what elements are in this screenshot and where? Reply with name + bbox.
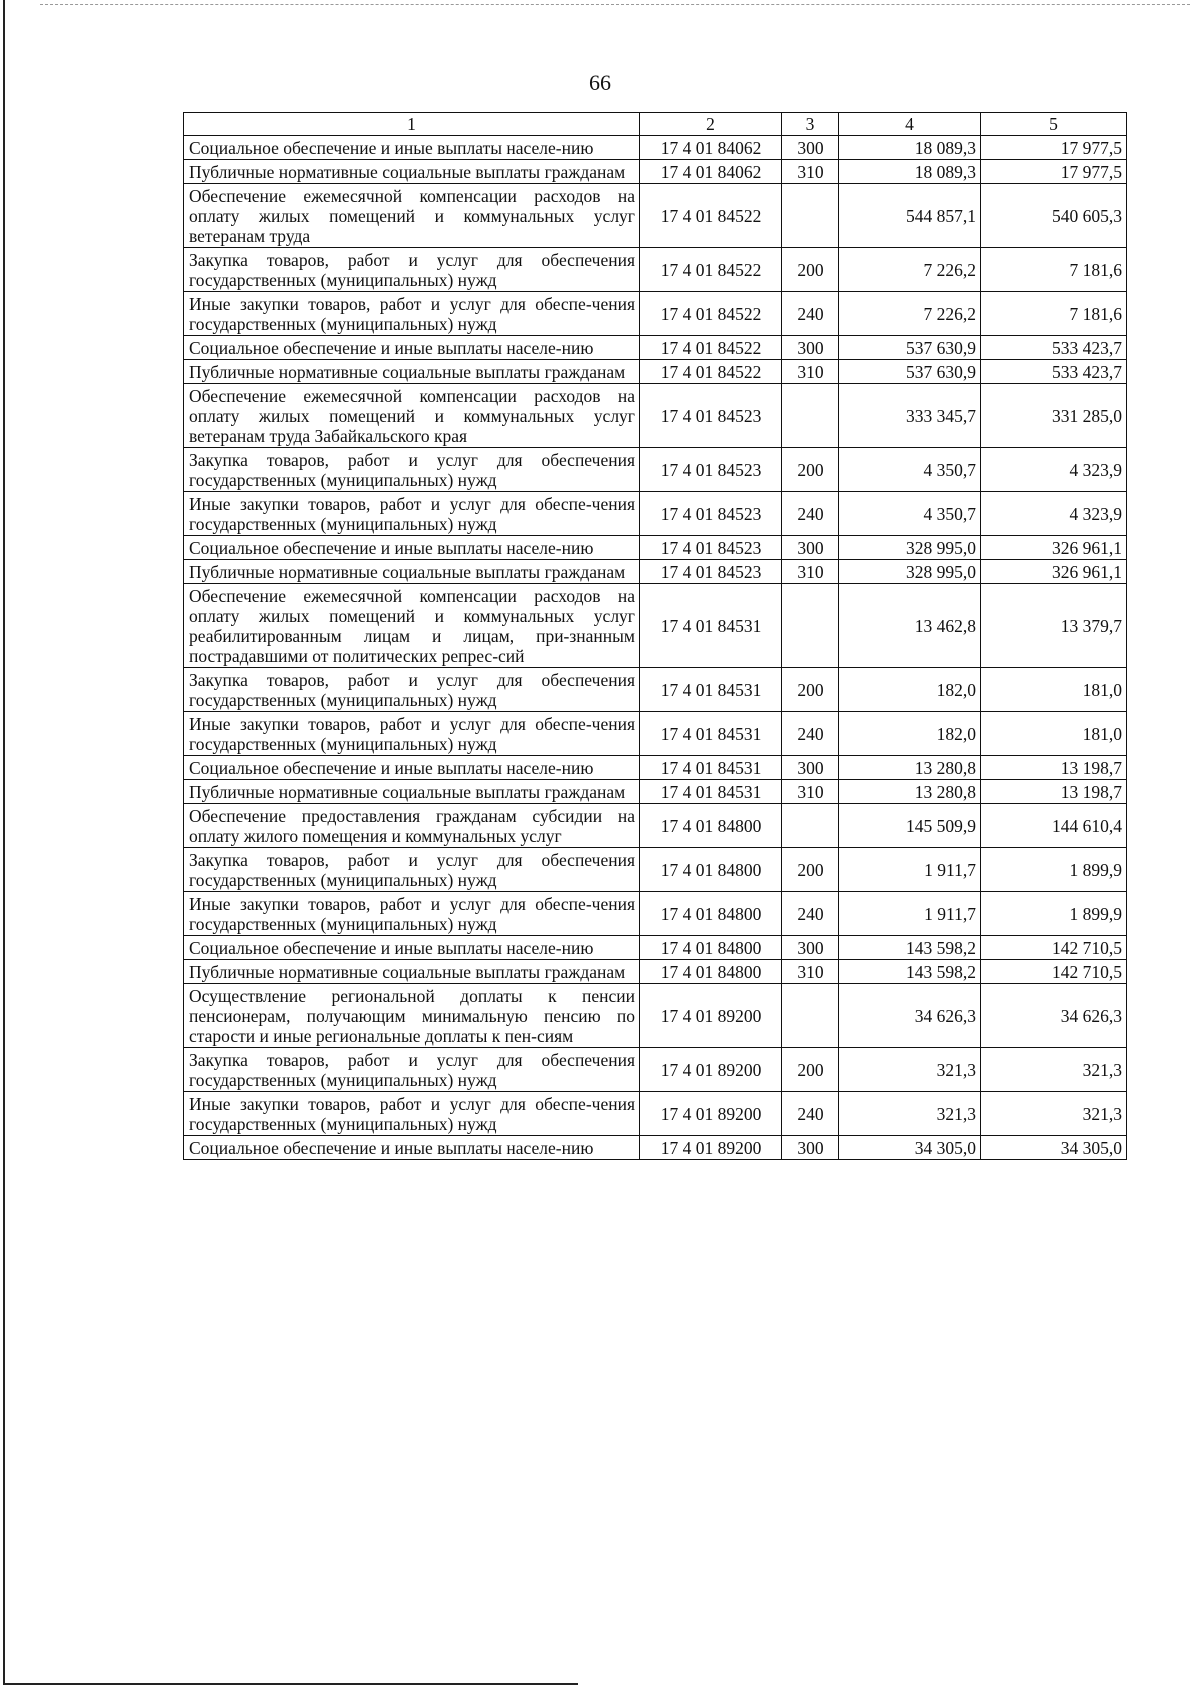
row-name-cell: Иные закупки товаров, работ и услуг для обеспе-чения государственных (муниципальных) нужд (184, 292, 640, 336)
row-value-col4-cell: 544 857,1 (839, 184, 981, 248)
row-value-col5-cell: 181,0 (981, 712, 1127, 756)
row-value-col4-cell: 7 226,2 (839, 292, 981, 336)
table-row (184, 668, 1127, 712)
row-type-cell: 310 (782, 780, 839, 804)
row-value-col5-cell: 181,0 (981, 668, 1127, 712)
row-value-col4-cell: 34 626,3 (839, 984, 981, 1048)
row-value-col4-cell: 145 509,9 (839, 804, 981, 848)
row-type-cell: 240 (782, 1092, 839, 1136)
table-row (184, 160, 1127, 184)
row-value-col5-cell: 326 961,1 (981, 560, 1127, 584)
row-code-cell: 17 4 01 84522 (640, 360, 782, 384)
row-name-cell: Обеспечение ежемесячной компенсации расходов на оплату жилых помещений и коммунальных услуг реабилитированным лицам и лицам, при-знанным пострадавшими от политических репрес-сий (184, 584, 640, 668)
row-value-col4-cell: 143 598,2 (839, 960, 981, 984)
row-value-col5-cell: 326 961,1 (981, 536, 1127, 560)
row-code-cell: 17 4 01 84522 (640, 292, 782, 336)
row-type-cell: 300 (782, 1136, 839, 1160)
row-value-col4-cell: 18 089,3 (839, 160, 981, 184)
row-code-cell: 17 4 01 84800 (640, 848, 782, 892)
row-type-cell (782, 804, 839, 848)
table-row (184, 848, 1127, 892)
row-value-col5-cell: 7 181,6 (981, 292, 1127, 336)
budget-table (183, 112, 1127, 1160)
row-name-cell: Обеспечение ежемесячной компенсации расходов на оплату жилых помещений и коммунальных услуг ветеранам труда Забайкальского края (184, 384, 640, 448)
row-value-col4-cell: 321,3 (839, 1092, 981, 1136)
row-name-cell: Закупка товаров, работ и услуг для обеспечения государственных (муниципальных) нужд (184, 448, 640, 492)
row-name-cell: Иные закупки товаров, работ и услуг для обеспе-чения государственных (муниципальных) нужд (184, 492, 640, 536)
row-value-col5-cell: 540 605,3 (981, 184, 1127, 248)
row-code-cell: 17 4 01 84531 (640, 756, 782, 780)
row-value-col4-cell: 537 630,9 (839, 336, 981, 360)
row-value-col5-cell: 34 305,0 (981, 1136, 1127, 1160)
row-code-cell: 17 4 01 89200 (640, 1092, 782, 1136)
row-type-cell: 310 (782, 160, 839, 184)
table-row (184, 336, 1127, 360)
row-name-cell: Обеспечение ежемесячной компенсации расходов на оплату жилых помещений и коммунальных услуг ветеранам труда (184, 184, 640, 248)
row-code-cell: 17 4 01 84062 (640, 136, 782, 160)
row-name-cell: Осуществление региональной доплаты к пенсии пенсионерам, получающим минимальную пенсию по старости и иные региональные доплаты к пен-сиям (184, 984, 640, 1048)
row-code-cell: 17 4 01 89200 (640, 1136, 782, 1160)
table-row (184, 360, 1127, 384)
row-type-cell: 300 (782, 756, 839, 780)
row-type-cell: 300 (782, 536, 839, 560)
row-value-col4-cell: 182,0 (839, 668, 981, 712)
row-value-col4-cell: 1 911,7 (839, 848, 981, 892)
row-value-col5-cell: 13 198,7 (981, 780, 1127, 804)
table-row (184, 1136, 1127, 1160)
table-row (184, 892, 1127, 936)
row-value-col4-cell: 328 995,0 (839, 536, 981, 560)
row-type-cell: 300 (782, 936, 839, 960)
table-row (184, 384, 1127, 448)
row-value-col5-cell: 321,3 (981, 1048, 1127, 1092)
row-code-cell: 17 4 01 84522 (640, 184, 782, 248)
row-name-cell: Публичные нормативные социальные выплаты гражданам (184, 780, 640, 804)
row-type-cell: 200 (782, 848, 839, 892)
row-value-col5-cell: 4 323,9 (981, 448, 1127, 492)
table-row (184, 756, 1127, 780)
row-type-cell: 310 (782, 560, 839, 584)
table-row (184, 492, 1127, 536)
row-name-cell: Закупка товаров, работ и услуг для обеспечения государственных (муниципальных) нужд (184, 1048, 640, 1092)
header-col-5: 5 (981, 113, 1127, 136)
row-value-col4-cell: 1 911,7 (839, 892, 981, 936)
row-name-cell: Иные закупки товаров, работ и услуг для обеспе-чения государственных (муниципальных) нужд (184, 892, 640, 936)
row-name-cell: Социальное обеспечение и иные выплаты населе-нию (184, 136, 640, 160)
row-value-col4-cell: 4 350,7 (839, 448, 981, 492)
row-value-col5-cell: 144 610,4 (981, 804, 1127, 848)
row-value-col5-cell: 533 423,7 (981, 336, 1127, 360)
row-type-cell: 240 (782, 712, 839, 756)
row-code-cell: 17 4 01 84523 (640, 536, 782, 560)
row-type-cell (782, 384, 839, 448)
row-value-col4-cell: 143 598,2 (839, 936, 981, 960)
table-row (184, 1048, 1127, 1092)
row-name-cell: Публичные нормативные социальные выплаты гражданам (184, 360, 640, 384)
row-code-cell: 17 4 01 84800 (640, 960, 782, 984)
header-col-2: 2 (640, 113, 782, 136)
row-code-cell: 17 4 01 89200 (640, 984, 782, 1048)
row-name-cell: Обеспечение предоставления гражданам субсидии на оплату жилого помещения и коммунальных услуг (184, 804, 640, 848)
table-row (184, 584, 1127, 668)
row-code-cell: 17 4 01 84531 (640, 584, 782, 668)
row-code-cell: 17 4 01 84523 (640, 448, 782, 492)
table-row (184, 936, 1127, 960)
row-value-col5-cell: 1 899,9 (981, 848, 1127, 892)
row-value-col5-cell: 34 626,3 (981, 984, 1127, 1048)
header-col-4: 4 (839, 113, 981, 136)
header-col-3: 3 (782, 113, 839, 136)
row-name-cell: Закупка товаров, работ и услуг для обеспечения государственных (муниципальных) нужд (184, 668, 640, 712)
row-value-col5-cell: 321,3 (981, 1092, 1127, 1136)
row-value-col4-cell: 333 345,7 (839, 384, 981, 448)
row-type-cell: 200 (782, 668, 839, 712)
row-type-cell: 300 (782, 136, 839, 160)
row-value-col4-cell: 13 280,8 (839, 756, 981, 780)
row-code-cell: 17 4 01 89200 (640, 1048, 782, 1092)
row-name-cell: Социальное обеспечение и иные выплаты населе-нию (184, 936, 640, 960)
row-name-cell: Социальное обеспечение и иные выплаты населе-нию (184, 336, 640, 360)
row-value-col5-cell: 4 323,9 (981, 492, 1127, 536)
row-value-col4-cell: 18 089,3 (839, 136, 981, 160)
row-name-cell: Закупка товаров, работ и услуг для обеспечения государственных (муниципальных) нужд (184, 848, 640, 892)
row-value-col4-cell: 34 305,0 (839, 1136, 981, 1160)
row-value-col5-cell: 13 379,7 (981, 584, 1127, 668)
row-type-cell: 200 (782, 1048, 839, 1092)
row-type-cell (782, 584, 839, 668)
row-name-cell: Иные закупки товаров, работ и услуг для обеспе-чения государственных (муниципальных) нужд (184, 1092, 640, 1136)
row-value-col5-cell: 17 977,5 (981, 136, 1127, 160)
row-name-cell: Социальное обеспечение и иные выплаты населе-нию (184, 1136, 640, 1160)
row-code-cell: 17 4 01 84800 (640, 804, 782, 848)
row-code-cell: 17 4 01 84523 (640, 560, 782, 584)
table-row (184, 1092, 1127, 1136)
row-name-cell: Социальное обеспечение и иные выплаты населе-нию (184, 536, 640, 560)
row-value-col4-cell: 7 226,2 (839, 248, 981, 292)
row-code-cell: 17 4 01 84800 (640, 936, 782, 960)
row-name-cell: Закупка товаров, работ и услуг для обеспечения государственных (муниципальных) нужд (184, 248, 640, 292)
table-row (184, 804, 1127, 848)
row-type-cell (782, 184, 839, 248)
row-type-cell: 200 (782, 448, 839, 492)
row-type-cell: 310 (782, 960, 839, 984)
header-row (184, 113, 1127, 136)
row-name-cell: Социальное обеспечение и иные выплаты населе-нию (184, 756, 640, 780)
row-value-col4-cell: 4 350,7 (839, 492, 981, 536)
table-row (184, 536, 1127, 560)
row-code-cell: 17 4 01 84531 (640, 780, 782, 804)
row-value-col5-cell: 13 198,7 (981, 756, 1127, 780)
table-row (184, 984, 1127, 1048)
row-code-cell: 17 4 01 84522 (640, 248, 782, 292)
row-code-cell: 17 4 01 84531 (640, 712, 782, 756)
row-value-col4-cell: 537 630,9 (839, 360, 981, 384)
scan-artifact-top (40, 4, 1190, 5)
row-value-col5-cell: 533 423,7 (981, 360, 1127, 384)
row-code-cell: 17 4 01 84523 (640, 384, 782, 448)
table-row (184, 448, 1127, 492)
row-name-cell: Публичные нормативные социальные выплаты гражданам (184, 160, 640, 184)
row-value-col5-cell: 142 710,5 (981, 936, 1127, 960)
row-type-cell: 240 (782, 892, 839, 936)
row-value-col4-cell: 13 280,8 (839, 780, 981, 804)
row-value-col4-cell: 182,0 (839, 712, 981, 756)
table-row (184, 184, 1127, 248)
row-value-col5-cell: 331 285,0 (981, 384, 1127, 448)
row-code-cell: 17 4 01 84523 (640, 492, 782, 536)
table-row (184, 292, 1127, 336)
row-type-cell: 240 (782, 492, 839, 536)
header-col-1: 1 (184, 113, 640, 136)
table-row (184, 960, 1127, 984)
row-type-cell: 300 (782, 336, 839, 360)
scan-edge-bottom (3, 1683, 578, 1685)
row-value-col4-cell: 328 995,0 (839, 560, 981, 584)
row-value-col5-cell: 1 899,9 (981, 892, 1127, 936)
table-row (184, 136, 1127, 160)
table-row (184, 560, 1127, 584)
row-type-cell: 240 (782, 292, 839, 336)
row-code-cell: 17 4 01 84062 (640, 160, 782, 184)
page-number: 66 (589, 70, 611, 95)
row-value-col4-cell: 321,3 (839, 1048, 981, 1092)
scan-edge-left (3, 0, 5, 1683)
table-body (184, 136, 1127, 1160)
row-value-col4-cell: 13 462,8 (839, 584, 981, 668)
row-code-cell: 17 4 01 84522 (640, 336, 782, 360)
table-row (184, 780, 1127, 804)
row-name-cell: Публичные нормативные социальные выплаты гражданам (184, 560, 640, 584)
row-value-col5-cell: 17 977,5 (981, 160, 1127, 184)
row-code-cell: 17 4 01 84800 (640, 892, 782, 936)
row-value-col5-cell: 142 710,5 (981, 960, 1127, 984)
row-type-cell: 310 (782, 360, 839, 384)
table-row (184, 712, 1127, 756)
row-type-cell (782, 984, 839, 1048)
table-row (184, 248, 1127, 292)
row-type-cell: 200 (782, 248, 839, 292)
row-name-cell: Иные закупки товаров, работ и услуг для обеспе-чения государственных (муниципальных) нужд (184, 712, 640, 756)
row-name-cell: Публичные нормативные социальные выплаты гражданам (184, 960, 640, 984)
row-code-cell: 17 4 01 84531 (640, 668, 782, 712)
row-value-col5-cell: 7 181,6 (981, 248, 1127, 292)
